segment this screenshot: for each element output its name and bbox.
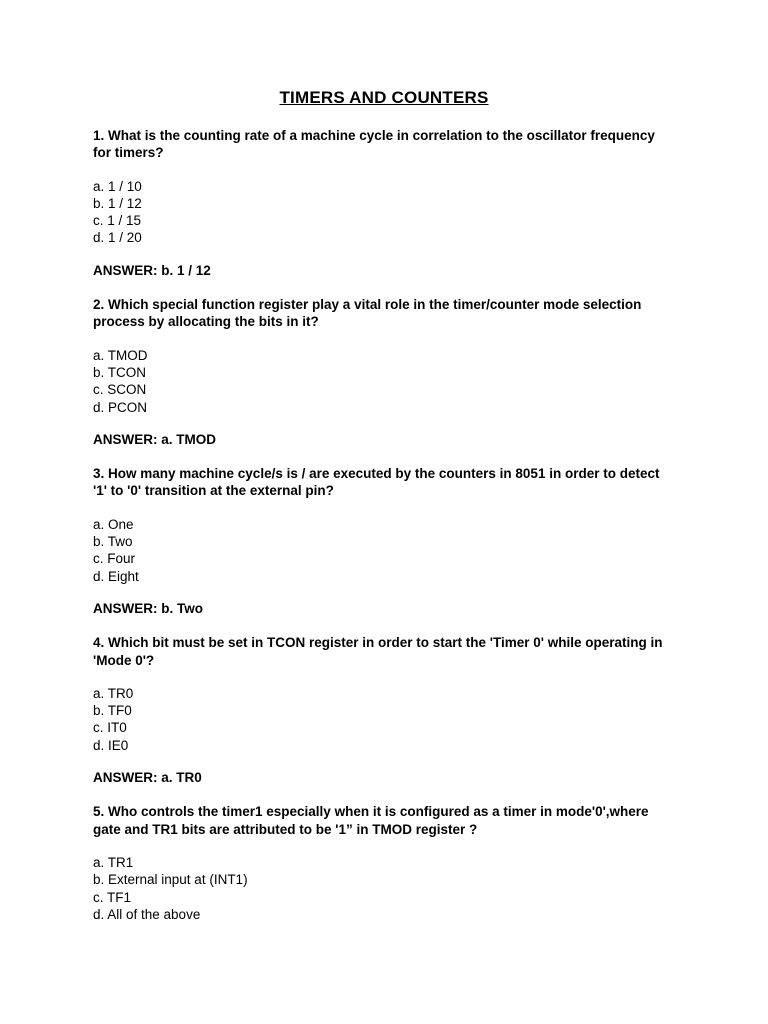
option-item: a. One — [93, 516, 134, 532]
option-item: d. PCON — [93, 399, 148, 415]
question-text: 3. How many machine cycle/s is / are executed by the counters in 8051 in order to detect '1' to '0' transition at the external pin? — [93, 466, 660, 499]
options-list — [93, 685, 675, 754]
option-item: a. TR1 — [93, 854, 134, 870]
option-item: b. TF0 — [93, 703, 132, 719]
option-item: d. All of the above — [93, 906, 201, 922]
question-text: 1. What is the counting rate of a machine cycle in correlation to the oscillator frequency for timers? — [93, 128, 655, 161]
question-text: 2. Which special function register play a vital role in the timer/counter mode selection process by allocating the bits in it? — [93, 297, 642, 330]
question-block-4 — [93, 634, 675, 786]
answer-text: ANSWER: b. 1 / 12 — [93, 262, 211, 278]
question-text: 5. Who controls the timer1 especially when it is configured as a timer in mode'0',where gate and TR1 bits are attributed to be '1” in TMOD register ? — [93, 804, 649, 837]
option-item: b. TCON — [93, 364, 147, 380]
option-item: d. IE0 — [93, 737, 129, 753]
options-list — [93, 516, 675, 585]
options-list — [93, 854, 675, 923]
option-item: a. TMOD — [93, 347, 148, 363]
option-item: b. 1 / 12 — [93, 195, 142, 211]
option-item: b. External input at (INT1) — [93, 872, 248, 888]
option-item: c. SCON — [93, 382, 147, 398]
options-list — [93, 347, 675, 416]
option-item: d. Eight — [93, 568, 139, 584]
answer-text: ANSWER: b. Two — [93, 600, 203, 616]
question-block-3 — [93, 465, 675, 617]
option-item: a. TR0 — [93, 685, 134, 701]
options-list — [93, 178, 675, 247]
option-item: b. Two — [93, 534, 133, 550]
questions-container — [93, 127, 675, 923]
document-title: TIMERS AND COUNTERS — [279, 88, 489, 107]
answer-text: ANSWER: a. TR0 — [93, 770, 202, 786]
question-block-5 — [93, 803, 675, 923]
option-item: c. 1 / 15 — [93, 213, 142, 229]
option-item: d. 1 / 20 — [93, 230, 142, 246]
answer-text: ANSWER: a. TMOD — [93, 431, 216, 447]
option-item: c. Four — [93, 551, 136, 567]
option-item: a. 1 / 10 — [93, 178, 142, 194]
option-item: c. TF1 — [93, 889, 132, 905]
question-block-2 — [93, 296, 675, 448]
question-text: 4. Which bit must be set in TCON register in order to start the 'Timer 0' while operating in 'Mode 0'? — [93, 635, 663, 668]
question-block-1 — [93, 127, 675, 279]
option-item: c. IT0 — [93, 720, 127, 736]
